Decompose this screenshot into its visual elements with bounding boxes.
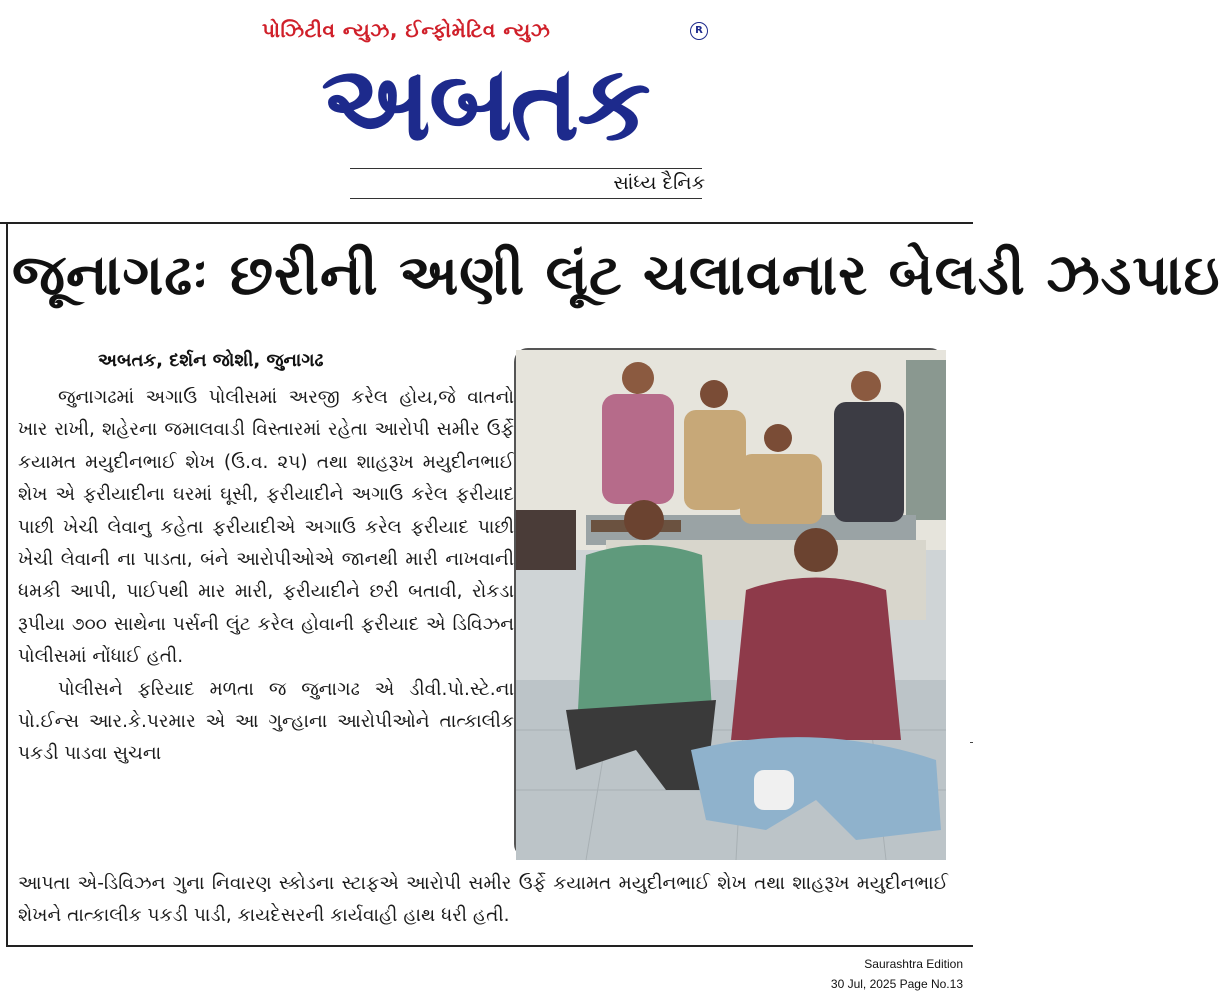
article-photo: [514, 348, 944, 858]
article-headline: જૂનાગઢઃ છરીની અણી લૂંટ ચલાવનાર બેલડી ઝડપાઇ: [12, 243, 1220, 308]
article-paragraph-1: જુનાગઢમાં અગાઉ પોલીસમાં અરજી કરેલ હોય,જે વાતનો ખાર રાખી, શહેરના જમાલવાડી વિસ્તારમાં રહેતા આરોપી સમીર ઉર્ફે કયામત મયુદીનભાઈ શેખ (ઉ.વ. ૨૫) તથા શાહરૂખ મયુદીનભાઈ શેખ એ ફરીયાદીના ઘરમાં ઘૂસી, ફરીયાદીને અગાઉ કરેલ ફરીયાદ પાછી ખેચી લેવાનુ કહેતા ફરીયાદીએ અગાઉ કરેલ ફરીયાદ પાછી ખેચી લેવાની ના પાડતા, બંને આરોપીઓએ જાનથી મારી નાખવાની ધમકી આપી, પાઈપથી માર મારી, ફરીયાદીને છરી બતાવી, રોકડા રૂપીયા ૭૦૦ સાથેના પર્સની લુંટ કરેલ હોવાની ફરીયાદ એ ડિવિઝન પોલીસમાં નોંધાઈ હતી.: [18, 387, 514, 668]
logo-divider: [350, 168, 702, 169]
article-frame-left: [6, 222, 8, 947]
article-frame-bottom: [6, 945, 973, 947]
logo-divider-bottom: [350, 198, 702, 199]
footer-date-page: 30 Jul, 2025 Page No.13: [830, 977, 963, 991]
newspaper-logo: અબતક: [321, 42, 649, 164]
edition-type: સાંધ્ય દૈનિક: [613, 172, 705, 194]
registered-trademark-icon: R: [690, 22, 708, 40]
police-station-photo: [516, 350, 946, 860]
article-paragraph-2-end: આપતા એ-ડિવિઝન ગુના નિવારણ સ્કોડના સ્ટાફએ આરોપી સમીર ઉર્ફે કયામત મયુદીનભાઈ શેખ તથા શાહરૂખ મયુદીનભાઈ શેખને તાત્કાલીક પકડી પાડી, કાયદેસરની કાર્યવાહી હાથ ધરી હતી.: [18, 873, 948, 927]
article-body-column: [18, 382, 514, 771]
article-body-wide: [18, 868, 948, 933]
article-frame-top: [0, 222, 973, 224]
masthead-tagline: પોઝિટીવ ન્યુઝ, ઈન્ફોમેટિવ ન્યુઝ: [262, 18, 551, 42]
footer-edition: Saurashtra Edition: [864, 957, 963, 971]
page-margin-mark: [970, 742, 973, 743]
article-byline: અબતક, દર્શન જોશી, જુનાગઢ: [98, 350, 324, 371]
article-paragraph-2-start: પોલીસને ફરિયાદ મળતા જ જુનાગઢ એ ડીવી.પો.સ્ટે.ના પો.ઈન્સ આર.કે.પરમાર એ આ ગુન્હાના આરોપીઓને તાત્કાલીક પકડી પાડવા સુચના: [18, 678, 514, 765]
masthead: [0, 0, 973, 215]
